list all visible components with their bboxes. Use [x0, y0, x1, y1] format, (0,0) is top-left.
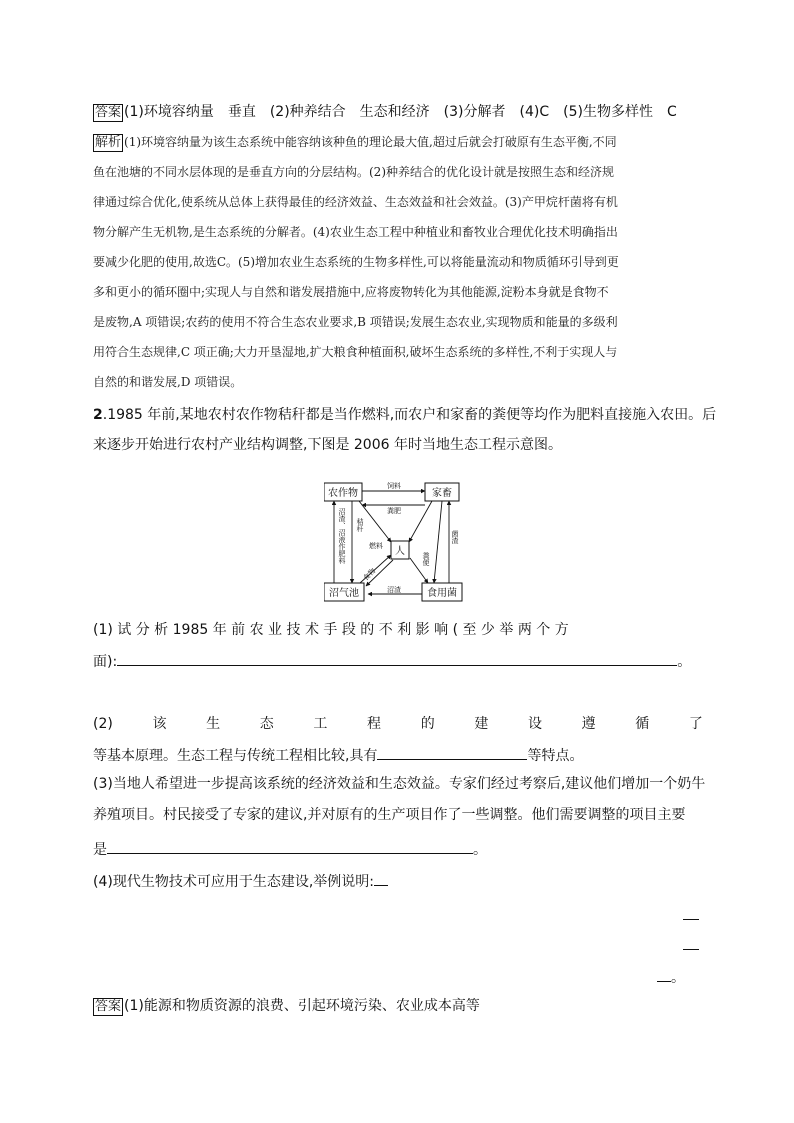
node-livestock: 家畜 — [432, 488, 452, 499]
node-crops: 农作物 — [328, 488, 358, 499]
q1-answer-text: (1)环境容纳量 垂直 (2)种养结合 生态和经济 (3)分解者 (4)C (5)生物多样性 C — [124, 104, 677, 120]
answer-tag: 答案 — [95, 105, 122, 120]
q2-sub1-answer-blank[interactable] — [117, 650, 677, 666]
q2-sub4-blank-3[interactable] — [683, 934, 699, 956]
q2-stem-line-2: 来逐步开始进行农村产业结构调整,下图是 2006 年时当地生态工程示意图。 — [93, 437, 562, 453]
q1-explanation-line-9: 自然的和谐发展,D 项错误。 — [93, 375, 243, 389]
label-mushroom-residue: 菌渣 — [451, 530, 459, 544]
q2-sub1-line-2: 面): 。 — [93, 650, 691, 672]
q2-sub4-line-end: 。 — [657, 966, 685, 988]
q2-sub2-answer-blank[interactable] — [377, 744, 527, 760]
q2-sub3-line-1: (3)当地人希望进一步提高该系统的经济效益和生态效益。专家们经过考察后,建议他们增加一个奶牛 — [93, 776, 706, 792]
q2-stem-line-1: 2.1985 年前,某地农村农作物秸秆都是当作燃料,而农户和家畜的粪便等均作为肥料直接施入农田。后 — [93, 407, 717, 423]
question-number: 2 — [93, 407, 103, 423]
edge-livestock-person — [409, 501, 432, 542]
q2-sub4-answer-blank[interactable] — [374, 870, 388, 886]
q2-sub4-answer-blank-end[interactable] — [657, 966, 671, 982]
label-dung: 粪便 — [422, 552, 430, 566]
q2-sub4-line-1: (4)现代生物技术可应用于生态建设,举例说明: — [93, 870, 388, 892]
q2-sub3-line-3: 是 。 — [93, 838, 487, 860]
q1-explanation-line-8: 用符合生态规律,C 项正确;大力开垦湿地,扩大粮食种植面积,破坏生态系统的多样性,不利于实现人与 — [93, 345, 618, 359]
q2-sub4-blank-2[interactable] — [683, 904, 699, 926]
q2-sub1-line-1: (1) 试 分 析 1985 年 前 农 业 技 术 手 段 的 不 利 影 响 ( 至 少 举 两 个 方 — [93, 622, 569, 638]
q1-explanation-line-4: 物分解产生无机物,是生态系统的分解者。(4)农业生态工程中种植业和畜牧业合理优化技术明确指出 — [93, 225, 618, 239]
edge-dung — [434, 501, 442, 583]
node-person: 人 — [395, 546, 405, 557]
q2-answer-text: (1)能源和物质资源的浪费、引起环境污染、农业成本高等 — [124, 998, 480, 1014]
node-mushroom: 食用菌 — [427, 588, 457, 599]
label-manure: 粪肥 — [387, 507, 401, 515]
q1-answer-line — [93, 102, 677, 122]
q1-explanation-line-1: 解析 (1)环境容纳量为该生态系统中能容纳该种鱼的理论最大值,超过后就会打破原有生态平衡,不同 — [95, 135, 617, 150]
ecological-engineering-diagram — [324, 480, 474, 608]
node-biogas: 沼气池 — [329, 588, 359, 599]
label-fertilizer: 沼渣、沼液作肥料 — [338, 508, 346, 564]
q1-explanation-line-2: 鱼在池塘的不同水层体现的是垂直方向的分层结构。(2)种养结合的优化设计就是按照生态和经济规 — [93, 165, 615, 179]
q2-answer-line — [93, 996, 480, 1016]
q1-explanation-line-7: 是废物,A 项错误;农药的使用不符合生态农业要求,B 项错误;发展生态农业,实现物质和能量的多级利 — [93, 315, 618, 329]
q1-explanation-line-5: 要减少化肥的使用,故选C。(5)增加农业生态系统的生物多样性,可以将能量流动和物质循环引导到更 — [93, 255, 619, 269]
label-feed: 饲料 — [387, 482, 401, 490]
label-biogas-residue: 沼渣 — [387, 586, 401, 594]
q1-explanation-line-6: 多和更小的循环圈中;实现人与自然和谐发展措施中,应将废物转化为其他能源,淀粉本身就是食物不 — [93, 285, 609, 299]
label-straw: 秸秆 — [356, 518, 364, 532]
q1-explanation-line-3: 律通过综合优化,使系统从总体上获得最佳的经济效益、生态效益和社会效益。(3)产甲烷杆菌将有机 — [93, 195, 618, 209]
label-fuel: 燃料 — [369, 542, 383, 550]
q2-sub2-line-2: 等基本原理。生态工程与传统工程相比较,具有 等特点。 — [93, 744, 583, 766]
q2-sub3-line-2: 养殖项目。村民接受了专家的建议,并对原有的生产项目作了一些调整。他们需要调整的项目主要 — [93, 807, 686, 823]
explanation-tag: 解析 — [95, 135, 122, 150]
q2-sub2-line-1: (2) 该 生 态 工 程 的 建 设 遵 循 了 — [93, 716, 703, 732]
answer-tag: 答案 — [95, 999, 122, 1014]
label-food: 食物 — [361, 566, 378, 583]
q2-sub3-answer-blank[interactable] — [107, 838, 473, 854]
